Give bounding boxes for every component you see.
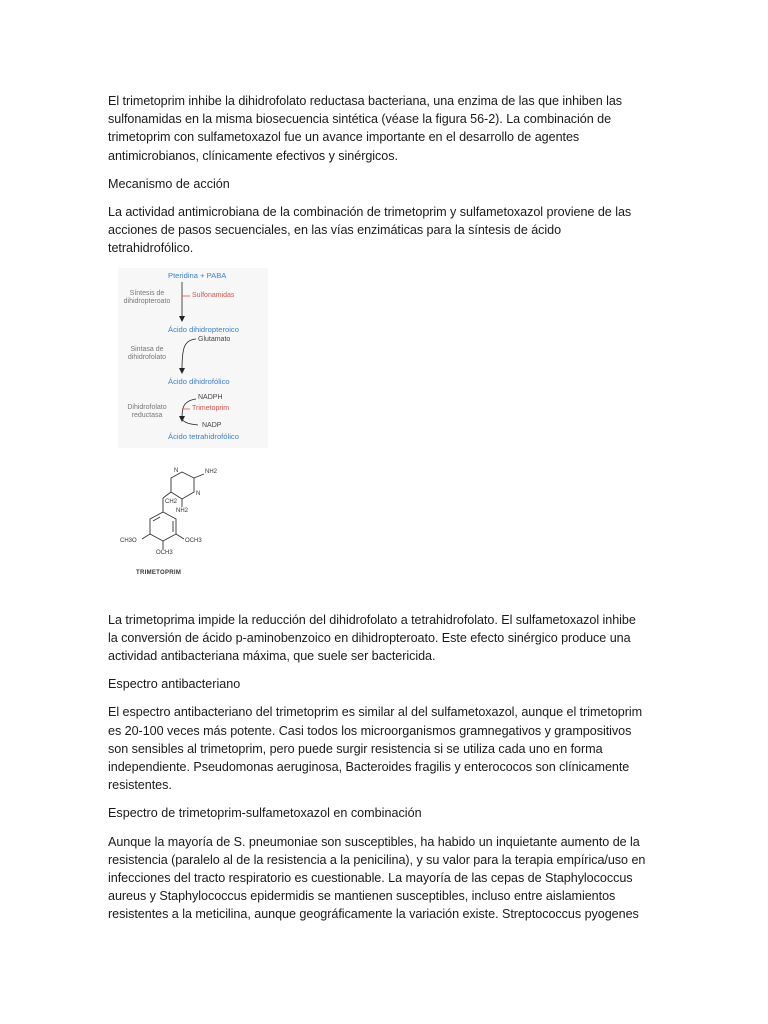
structure-caption: TRIMETOPRIM	[136, 569, 182, 576]
heading-espectro: Espectro antibacteriano	[108, 677, 241, 692]
trimethoprim-structure	[116, 462, 236, 587]
pathway-top-label: Pteridina + PABA	[168, 270, 227, 280]
pathway-figure	[118, 268, 268, 448]
structure-label-n-right: N	[196, 490, 201, 497]
pathway-enzyme-1: Síntesis de dihidropteroato	[123, 289, 171, 305]
pathway-cofactor-glutamato: Glutamato	[198, 335, 231, 343]
pathway-product-1: Ácido dihidropteroico	[168, 324, 239, 334]
pathway-enzyme-2: Sintasa de dihidrofolato	[127, 345, 167, 361]
structure-label-n-top: N	[174, 467, 179, 474]
document-page	[108, 92, 648, 934]
heading-mecanismo: Mecanismo de acción	[108, 176, 230, 191]
paragraph-mecanismo: La actividad antimicrobiana de la combinación de trimetoprim y sulfametoxazol proviene de las acciones de pasos secuenciales, en las vías enzimáticas para la síntesis de ácido tetrahidrofólico.	[108, 205, 632, 256]
structure-label-ch2: CH2	[165, 498, 178, 505]
pathway-product-3: Ácido tetrahidrofólico	[168, 431, 239, 441]
pathway-inhibitor-trimetoprim: Trimetoprim	[192, 404, 230, 412]
structure-label-och3-right: OCH3	[185, 537, 202, 544]
pathway-product-2: Ácido dihidrofólico	[168, 376, 230, 386]
pathway-enzyme-3: Dihidrofolato reductasa	[127, 403, 167, 419]
structure-label-nh2-top: NH2	[205, 468, 218, 475]
structure-label-och3-left: CH3O	[120, 537, 137, 544]
structure-label-nh2-bottom: NH2	[176, 507, 189, 514]
heading-combinacion: Espectro de trimetoprim-sulfametoxazol en combinación	[108, 806, 422, 821]
trimethoprim-bonds	[116, 462, 236, 587]
pathway-cofactor-nadph: NADPH	[198, 393, 223, 401]
pathway-cofactor-nadp: NADP	[202, 421, 222, 429]
paragraph-reduccion: La trimetoprima impide la reducción del dihidrofolato a tetrahidrofolato. El sulfametoxazol inhibe la conversión de ácido p-aminobenzoico en dihidropteroato. Este efecto sinérgico produce una actividad antibacteriana máxima, que suele ser bactericida.	[108, 612, 636, 664]
pathway-inhibitor-sulfonamidas: Sulfonamidas	[192, 291, 235, 299]
paragraph-intro: El trimetoprim inhibe la dihidrofolato reductasa bacteriana, una enzima de las que inhiben las sulfonamidas en la misma biosecuencia sintética (véase la figura 56-2). La combinación de trimetoprim con sulfametoxazol fue un avance importante en el desarrollo de agentes antimicrobianos, clínicamente efectivos y sinérgicos.	[108, 94, 623, 163]
structure-label-och3-bottom: OCH3	[156, 549, 173, 556]
paragraph-espectro: El espectro antibacteriano del trimetoprim es similar al del sulfametoxazol, aunque el trimetoprim es 20-100 veces más potente. Casi todos los microorganismos gramnegativos y grampositivos son sensibles al trimetoprim, pero puede surgir resistencia si se utiliza cada uno en forma independiente. Pseudomonas aeruginosa, Bacteroides fragilis y enterococos son clínicamente resistentes.	[108, 705, 643, 793]
paragraph-combinacion: Aunque la mayoría de S. pneumoniae son susceptibles, ha habido un inquietante aumento de la resistencia (paralelo al de la resistencia a la penicilina), y su valor para la terapia empírica/uso en infecciones del tracto respiratorio es cuestionable. La mayoría de las cepas de Staphylococcus aureus y Staphylococcus epidermidis se mantienen susceptibles, incluso entre aislamientos resistentes a la meticilina, aunque geográficamente la variación existe. Streptococcus pyogenes	[108, 834, 646, 922]
